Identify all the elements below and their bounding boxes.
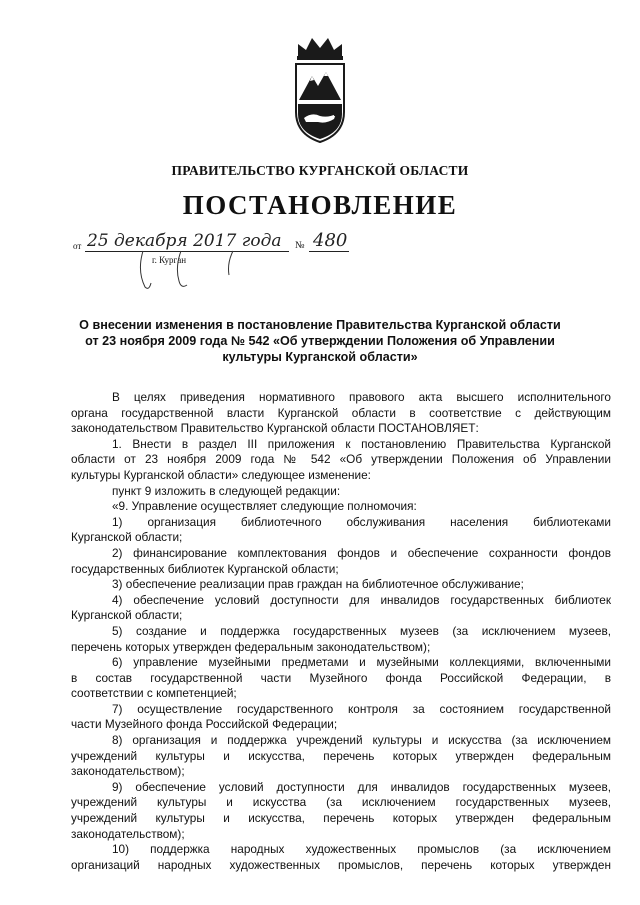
body-line: органа государственной власти Курганской области в соответствие с действующим	[71, 405, 611, 420]
handwritten-number: 480	[313, 230, 348, 251]
body-line: «9. Управление осуществляет следующие полномочия:	[112, 499, 417, 514]
body-line: организаций народных художественных промыслов, перечень которых утвержден	[71, 857, 611, 872]
body-line: 1) организация библиотечного обслуживания населения библиотеками	[112, 514, 611, 529]
body-line: 4) обеспечение условий доступности для инвалидов государственных библиотек	[112, 592, 611, 607]
body-line: части Музейного фонда Российской Федерации;	[71, 717, 338, 732]
body-line: 3) обеспечение реализации прав граждан на библиотечное обслуживание;	[112, 577, 524, 592]
body-line: 9) обеспечение условий доступности для инвалидов государственных музеев,	[112, 779, 611, 794]
body-line: законодательством Правительство Курганской области ПОСТАНОВЛЯЕТ:	[71, 421, 479, 436]
handwritten-date: 25 декабря 2017 года	[87, 231, 282, 251]
handwriting-flourish	[123, 247, 243, 293]
body-line: 5) создание и поддержка государственных музеев (за исключением музеев,	[112, 623, 611, 638]
city-label: г. Курган	[152, 255, 187, 265]
body-line: соответствии с компетенцией;	[71, 686, 237, 701]
date-number-line	[73, 230, 373, 293]
title-line: от 23 ноября 2009 года № 542 «Об утверждении Положения об Управлении	[85, 334, 555, 348]
body-line: Курганской области;	[71, 608, 183, 623]
title-line: О внесении изменения в постановление Правительства Курганской области	[79, 318, 561, 332]
number-underline	[309, 251, 349, 252]
body-line: учреждений культуры и искусства (за исключением государственных музеев,	[71, 795, 611, 810]
body-line: законодательством);	[71, 826, 185, 841]
number-label: №	[295, 240, 305, 251]
body-line: культуры Курганской области» следующее изменение:	[71, 467, 371, 482]
body-line: перечень которых утвержден федеральным законодательством);	[71, 639, 431, 654]
body-line: законодательством);	[71, 764, 185, 779]
body-line: 2) финансирование комплектования фондов и обеспечение сохранности фондов	[112, 545, 611, 560]
body-line: 8) организация и поддержка учреждений культуры и искусства (за исключением	[112, 733, 611, 748]
body-line: в состав государственной части Музейного фонда Российской Федерации, в	[71, 670, 611, 685]
body-line: 6) управление музейными предметами и музейными коллекциями, включенными	[112, 655, 611, 670]
resolution-title	[70, 317, 570, 365]
body-line: 10) поддержка народных художественных промыслов (за исключением	[112, 842, 611, 857]
resolution-body	[71, 390, 611, 873]
body-line: учреждений культуры и искусства, перечень которых утвержден федеральным	[71, 748, 611, 763]
body-line: области от 23 ноября 2009 года № 542 «Об утверждении Положения об Управлении	[71, 452, 611, 467]
body-line: Курганской области;	[71, 530, 183, 545]
date-prefix: от	[73, 241, 82, 251]
body-line: В целях приведения нормативного правового акта высшего исполнительного	[112, 390, 611, 404]
title-line: культуры Курганской области»	[222, 350, 418, 364]
coat-of-arms-emblem	[290, 34, 350, 146]
body-line: учреждений культуры и искусства, перечень которых утвержден федеральным	[71, 811, 611, 826]
body-line: 7) осуществление государственного контроля за состоянием государственной	[112, 701, 611, 716]
body-line: государственных библиотек Курганской области;	[71, 561, 339, 576]
document-type-title: ПОСТАНОВЛЕНИЕ	[182, 190, 458, 220]
government-name: ПРАВИТЕЛЬСТВО КУРГАНСКОЙ ОБЛАСТИ	[171, 163, 469, 178]
body-line: 1. Внести в раздел III приложения к постановлению Правительства Курганской	[112, 436, 611, 451]
body-line: пункт 9 изложить в следующей редакции:	[112, 483, 341, 498]
